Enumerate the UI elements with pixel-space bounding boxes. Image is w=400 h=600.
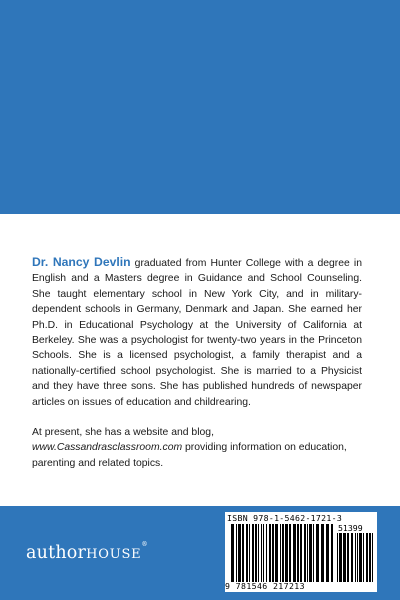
- barcode-bar: [231, 524, 234, 582]
- bio-paragraph-2: [32, 425, 362, 471]
- price-code: 51399: [338, 523, 363, 533]
- website-link: www.Cassandrasclassroom.com: [32, 442, 183, 454]
- barcode-bar: [242, 524, 244, 582]
- barcode-bar: [331, 524, 333, 582]
- barcode-bar: [236, 524, 237, 582]
- logo-upper: HOUSE: [86, 547, 142, 562]
- barcode-bar: [246, 524, 248, 582]
- barcode-bar: [369, 533, 371, 582]
- barcode-bar: [300, 524, 302, 582]
- barcode-bar: [280, 524, 281, 582]
- barcode-bar: [339, 533, 342, 582]
- barcode-bar: [275, 524, 278, 582]
- barcode-bar: [316, 524, 319, 582]
- barcode-bar: [263, 524, 264, 582]
- barcode-bar: [252, 524, 254, 582]
- barcode-bar: [355, 533, 356, 582]
- barcode-bar: [272, 524, 274, 582]
- barcode-digits: 9 781546 217213: [225, 581, 305, 591]
- bio-paragraph-2-start: At present, she has a website and blog,: [32, 427, 214, 439]
- logo-trademark: ®: [141, 541, 148, 548]
- barcode-bar: [258, 524, 259, 582]
- barcode-bar: [289, 524, 291, 582]
- barcode-bar: [238, 524, 241, 582]
- author-bio: [32, 255, 362, 471]
- bio-paragraph-2-end: providing information on education, parenting and related topics.: [32, 442, 347, 469]
- barcode-bar: [255, 524, 257, 582]
- isbn-text: ISBN 978-1-5462-1721-3: [227, 513, 343, 523]
- logo-lower: author: [26, 543, 87, 563]
- bio-paragraph-1-text: graduated from Hunter College with a degree in English and a Masters degree in Guidance and School Counseling. She taught elementary school in New York City, and in military-dependent schools in Germany, Denmark and Japan. She earned her Ph.D. in Educational Psychology at the University of California at Berkeley. She was a psychologist for twenty-two years in the Princeton Schools. She is a licensed psychologist, a family therapist and a nationally-certified school psychologist. She is married to a Physicist and they have three sons. She has published hundreds of newspaper articles on issues of education and childrearing.: [32, 258, 363, 408]
- barcode-bar: [304, 524, 306, 582]
- barcode-bar: [337, 533, 338, 582]
- barcode-bar: [351, 533, 353, 582]
- barcode-bar: [372, 533, 373, 582]
- barcode-bar: [347, 533, 349, 582]
- bio-paragraph-1: [32, 255, 362, 410]
- barcode-bar: [313, 524, 314, 582]
- barcode-bar: [249, 524, 250, 582]
- author-name: Dr. Nancy Devlin: [32, 255, 131, 269]
- barcode-bar: [266, 524, 267, 582]
- barcode-bar: [359, 533, 362, 582]
- barcode-bar: [357, 533, 358, 582]
- barcode-box: [225, 512, 377, 592]
- barcode-bar: [309, 524, 312, 582]
- barcode-bar: [343, 533, 346, 582]
- barcode-bar: [321, 524, 324, 582]
- barcode-bar: [307, 524, 308, 582]
- barcode-bar: [285, 524, 288, 582]
- addon-barcode: [337, 533, 373, 582]
- barcode-bar: [261, 524, 262, 582]
- barcode-bar: [269, 524, 271, 582]
- barcode-bar: [282, 524, 284, 582]
- bottom-color-band: [0, 506, 400, 600]
- ean-barcode: [231, 524, 333, 582]
- barcode-bar: [366, 533, 368, 582]
- barcode-bar: [297, 524, 299, 582]
- barcode-bar: [363, 533, 364, 582]
- publisher-logo: [26, 543, 148, 563]
- barcode-bar: [326, 524, 329, 582]
- top-color-band: [0, 0, 400, 214]
- barcode-bar: [293, 524, 296, 582]
